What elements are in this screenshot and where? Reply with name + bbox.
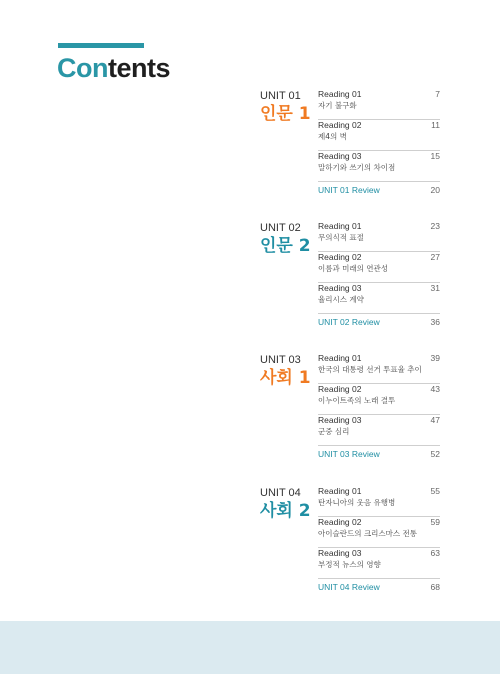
reading-title: Reading 02: [318, 252, 362, 262]
reading-entry[interactable]: [318, 283, 440, 314]
title-accent-bar: [58, 43, 144, 48]
reading-entry[interactable]: [318, 120, 440, 151]
reading-entry[interactable]: [318, 517, 440, 548]
page-number: 39: [430, 353, 440, 363]
unit-review-entry[interactable]: [318, 182, 440, 196]
reading-entry[interactable]: [318, 252, 440, 283]
page-number: 63: [430, 548, 440, 558]
review-title: UNIT 04 Review: [318, 582, 380, 592]
reading-title: Reading 03: [318, 415, 362, 425]
page-number: 47: [430, 415, 440, 425]
page-number: 11: [431, 120, 440, 130]
reading-title: Reading 01: [318, 353, 362, 363]
reading-subtitle: 한국의 대통령 선거 투표율 추이: [318, 365, 422, 374]
page-number: 36: [430, 317, 440, 327]
reading-subtitle: 군중 심리: [318, 427, 350, 436]
page-number: 31: [430, 283, 440, 293]
review-title: UNIT 02 Review: [318, 317, 380, 327]
page-number: 7: [435, 89, 440, 99]
reading-subtitle: 아이슬란드의 크리스마스 전통: [318, 529, 417, 538]
page-number: 15: [430, 151, 440, 161]
page-number: 55: [430, 486, 440, 496]
reading-title: Reading 03: [318, 283, 362, 293]
reading-subtitle: 이름과 미래의 연관성: [318, 264, 388, 273]
page-number: 27: [430, 252, 440, 262]
unit-name: 인문 1: [260, 104, 311, 124]
unit-code: UNIT 03: [260, 354, 301, 366]
unit-review-entry[interactable]: [318, 446, 440, 460]
reading-entry[interactable]: [318, 548, 440, 579]
reading-title: Reading 01: [318, 89, 362, 99]
reading-title: Reading 01: [318, 221, 362, 231]
reading-subtitle: 이누이트족의 노래 결투: [318, 396, 396, 405]
page-title: [57, 52, 170, 84]
page-number: 43: [430, 384, 440, 394]
reading-list: [318, 353, 440, 460]
page-number: 68: [430, 582, 440, 592]
page-number: 52: [430, 449, 440, 459]
page-number: 20: [430, 185, 440, 195]
unit-name: 사회 1: [260, 368, 311, 388]
reading-title: Reading 02: [318, 384, 362, 394]
page-number: 59: [430, 517, 440, 527]
unit-code: UNIT 01: [260, 90, 301, 102]
unit-review-entry[interactable]: [318, 579, 440, 593]
review-title: UNIT 03 Review: [318, 449, 380, 459]
page-title-rest: tents: [107, 53, 170, 83]
page-title-accent: Con: [57, 53, 108, 83]
reading-list: [318, 221, 440, 328]
reading-subtitle: 말하기와 쓰기의 차이점: [318, 163, 396, 172]
unit-code: UNIT 02: [260, 222, 301, 234]
reading-subtitle: 무의식적 표절: [318, 233, 364, 242]
page-number: 23: [430, 221, 440, 231]
unit-code: UNIT 04: [260, 487, 301, 499]
reading-subtitle: 탄자니아의 웃음 유행병: [318, 498, 396, 507]
unit-name: 사회 2: [260, 501, 311, 521]
reading-subtitle: 율리시스 계약: [318, 295, 364, 304]
reading-entry[interactable]: [318, 486, 440, 517]
unit-review-entry[interactable]: [318, 314, 440, 328]
reading-entry[interactable]: [318, 384, 440, 415]
reading-title: Reading 03: [318, 151, 362, 161]
reading-title: Reading 03: [318, 548, 362, 558]
reading-entry[interactable]: [318, 89, 440, 120]
reading-entry[interactable]: [318, 221, 440, 252]
reading-list: [318, 486, 440, 593]
reading-title: Reading 01: [318, 486, 362, 496]
footer-band: [0, 621, 500, 674]
reading-entry[interactable]: [318, 151, 440, 182]
reading-entry[interactable]: [318, 353, 440, 384]
reading-title: Reading 02: [318, 517, 362, 527]
review-title: UNIT 01 Review: [318, 185, 380, 195]
reading-entry[interactable]: [318, 415, 440, 446]
reading-subtitle: 자기 불구화: [318, 101, 357, 110]
reading-list: [318, 89, 440, 196]
reading-subtitle: 부정적 뉴스의 영향: [318, 560, 381, 569]
unit-name: 인문 2: [260, 236, 311, 256]
reading-title: Reading 02: [318, 120, 362, 130]
reading-subtitle: 제4의 벽: [318, 132, 347, 141]
